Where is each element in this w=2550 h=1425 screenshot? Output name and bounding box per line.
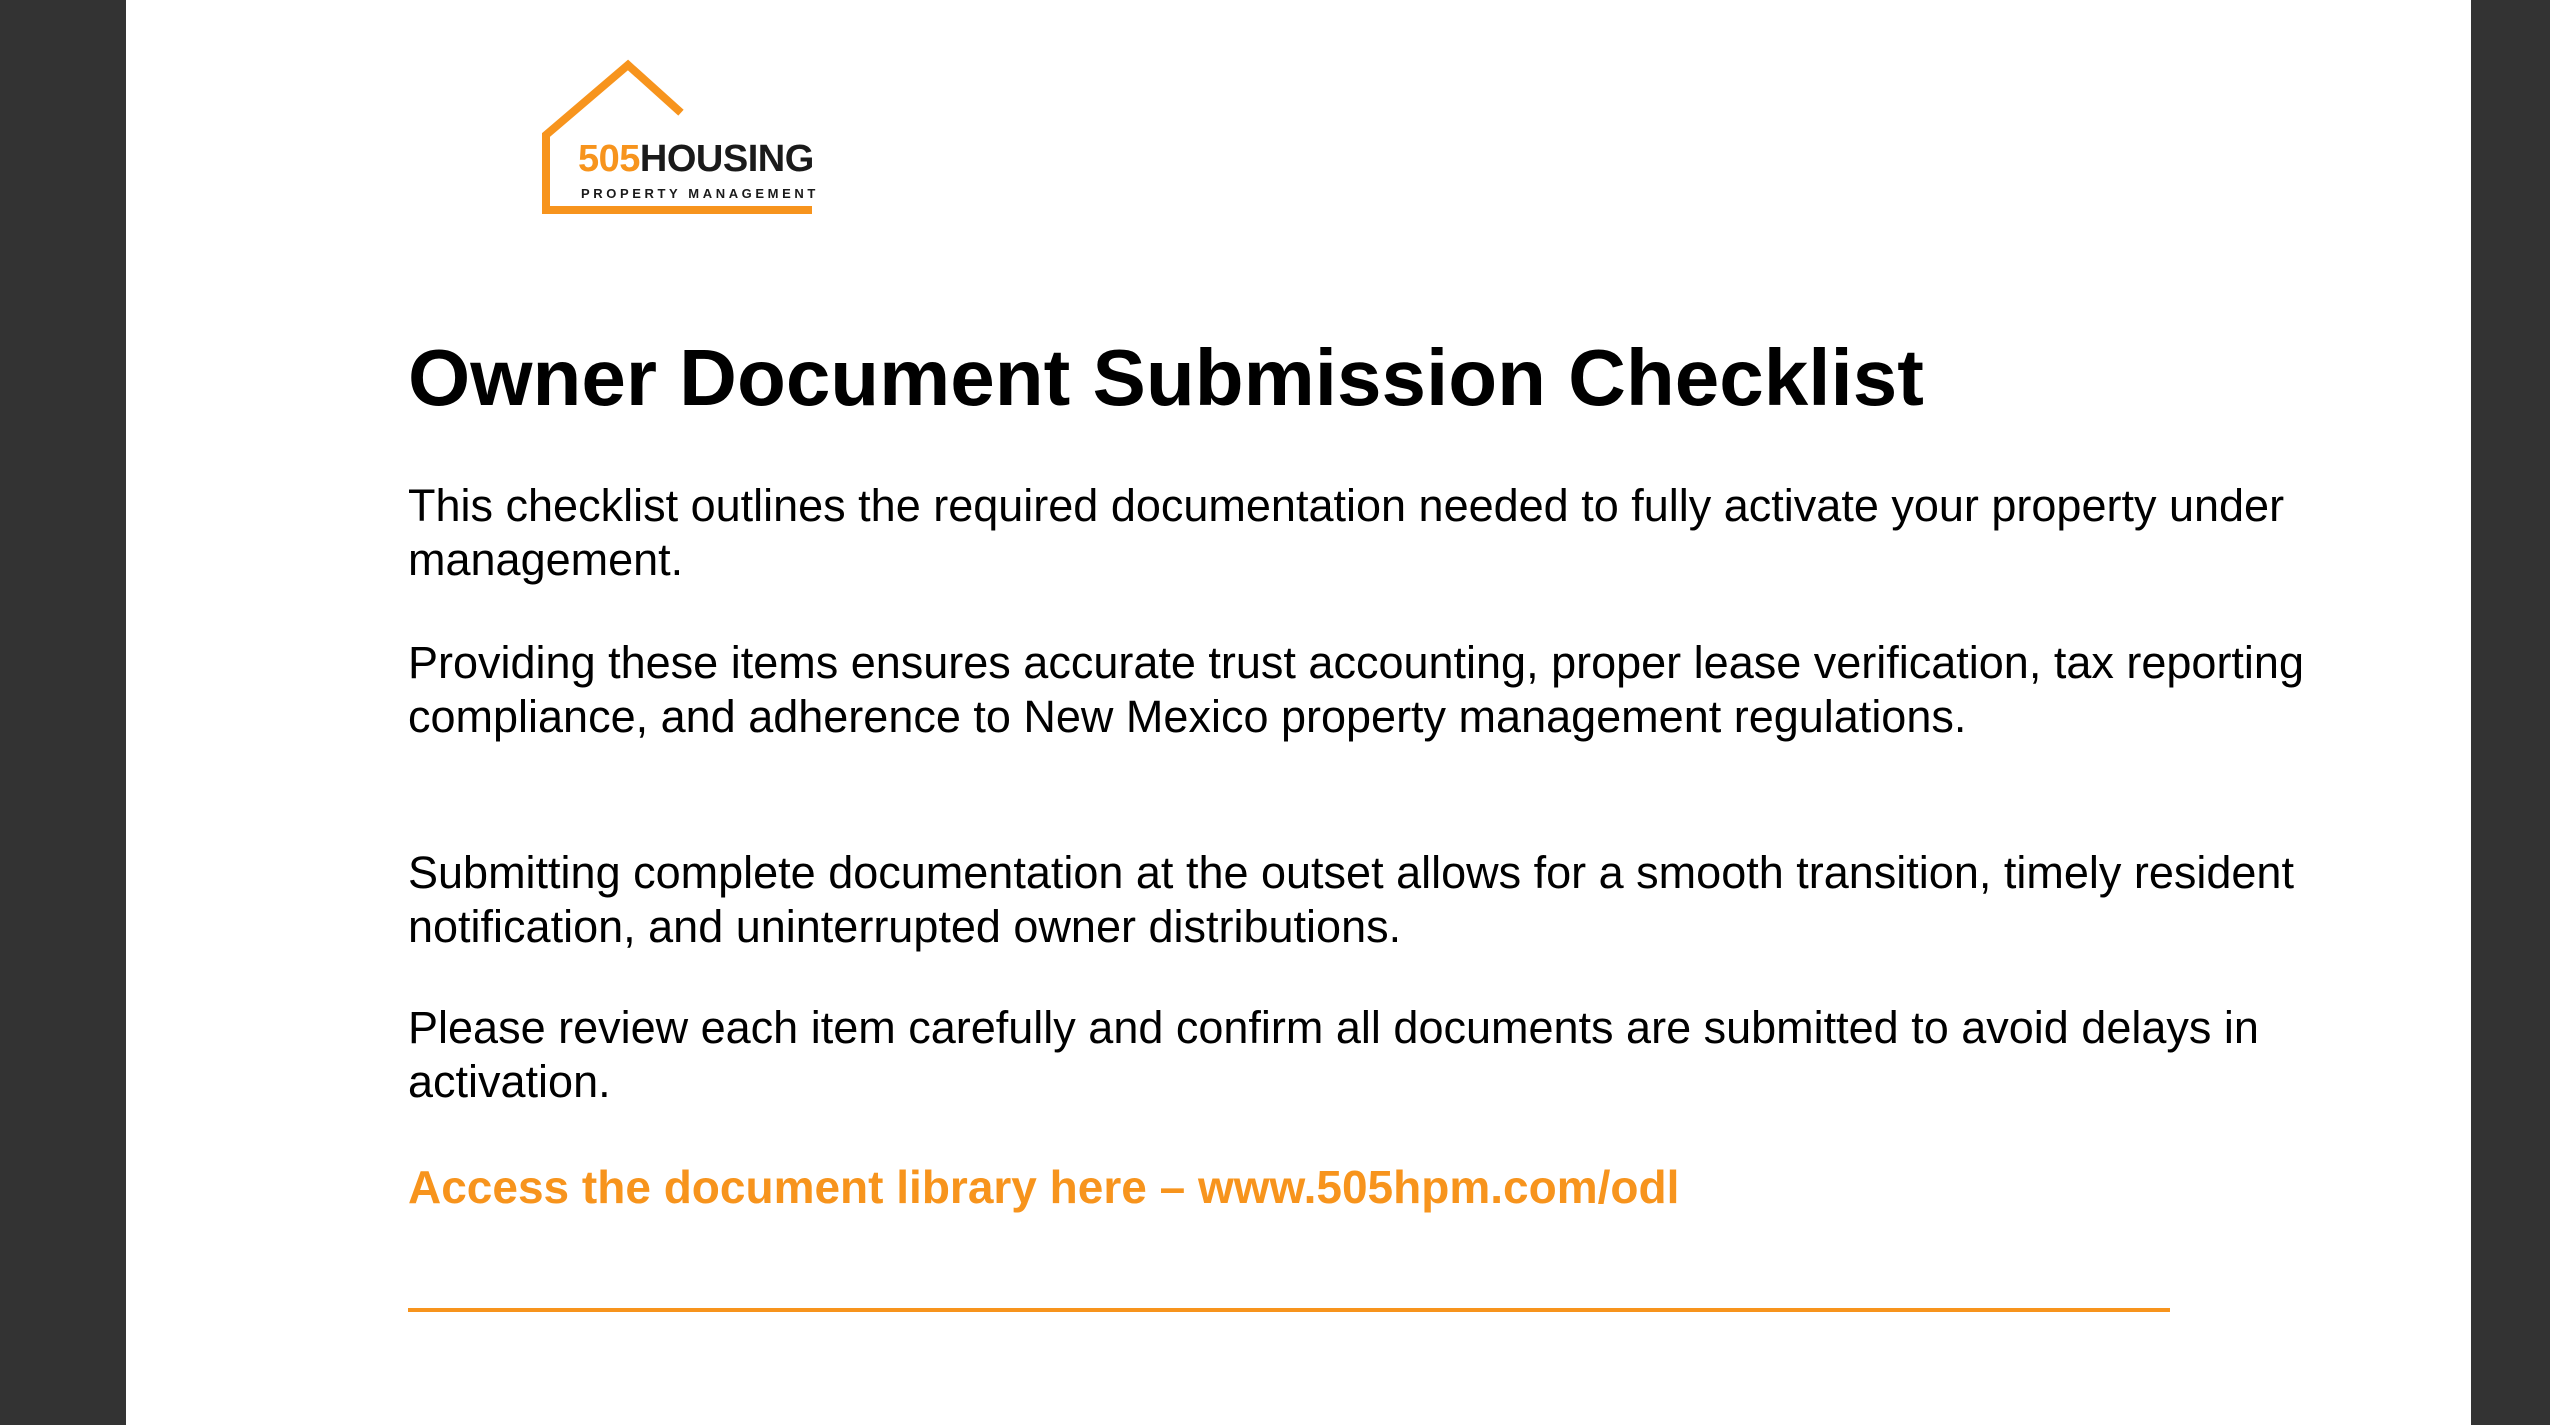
logo-wordmark bbox=[578, 139, 814, 179]
compliance-paragraph: Providing these items ensures accurate trust accounting, proper lease verification, tax reporting compliance, and adherence to New Mexico property management regulations. bbox=[408, 637, 2304, 742]
review-paragraph: Please review each item carefully and confirm all documents are submitted to avoid delays in activation. bbox=[408, 1002, 2259, 1107]
page-title: Owner Document Submission Checklist bbox=[408, 333, 1924, 422]
intro-paragraph: This checklist outlines the required documentation needed to fully activate your property under management. bbox=[408, 480, 2285, 585]
divider-line bbox=[408, 1308, 2170, 1312]
company-logo bbox=[416, 55, 876, 225]
logo-word: HOUSING bbox=[639, 138, 814, 180]
logo-tagline: PROPERTY MANAGEMENT bbox=[581, 186, 819, 201]
transition-paragraph: Submitting complete documentation at the outset allows for a smooth transition, timely resident notification, and uninterrupted owner distributions. bbox=[408, 847, 2294, 952]
document-library-link[interactable]: Access the document library here – www.505hpm.com/odl bbox=[408, 1161, 1680, 1213]
logo-number: 505 bbox=[578, 138, 640, 180]
document-page bbox=[126, 0, 2471, 1425]
